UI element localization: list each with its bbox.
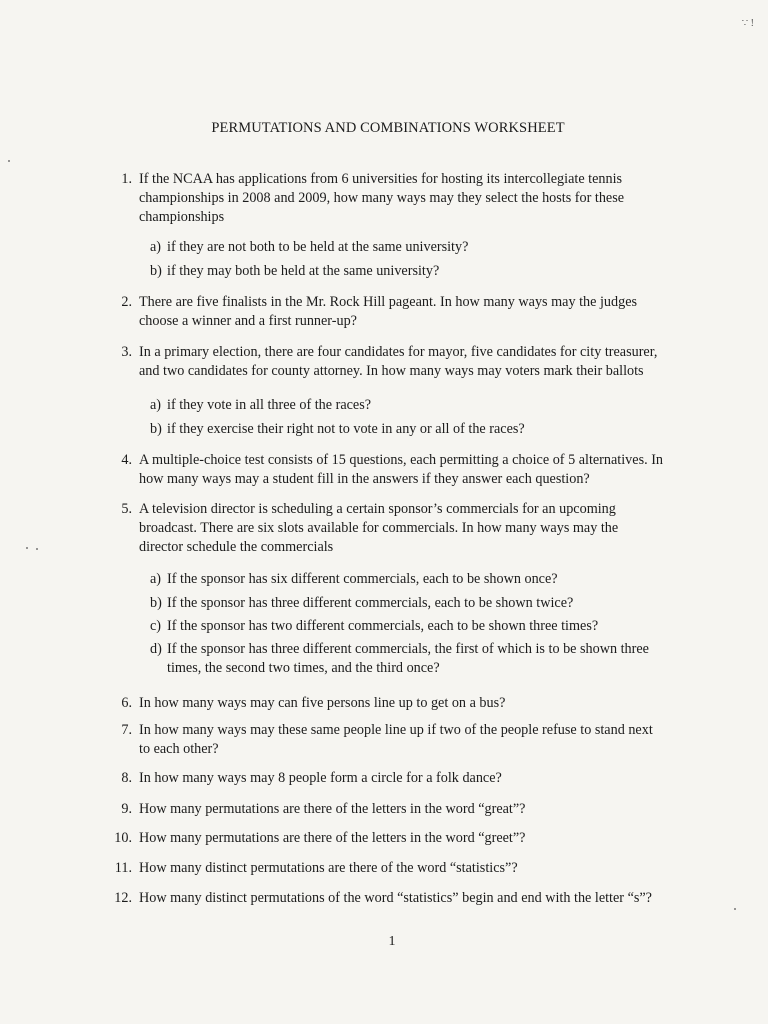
- question-text: A television director is scheduling a certain sponsor’s commercials for an upcoming broadcast. There are six slots available for commercials. In how many ways may the director schedule the commercials: [139, 501, 619, 555]
- scan-speck: [8, 160, 10, 162]
- subquestion-text: If the sponsor has three different commercials, the first of which is to be shown three times, the second two times, and the third once?: [167, 641, 649, 676]
- question-number: 1.: [121, 171, 132, 187]
- question-12: [114, 889, 678, 908]
- scan-speck: [26, 547, 28, 549]
- question-number: 2.: [121, 294, 132, 310]
- subquestion-text: if they are not both to be held at the same university?: [167, 239, 469, 255]
- question-number: 7.: [121, 722, 132, 738]
- question-number: 6.: [121, 695, 132, 711]
- question-text: There are five finalists in the Mr. Rock Hill pageant. In how many ways may the judges choose a winner and a first runner-up?: [139, 294, 638, 329]
- subquestion-text: If the sponsor has six different commercials, each to be shown once?: [167, 571, 558, 587]
- page-title: PERMUTATIONS AND COMBINATIONS WORKSHEET: [211, 120, 565, 136]
- question-text: How many distinct permutations of the word “statistics” begin and end with the letter “s”?: [139, 890, 652, 906]
- question-4: [118, 451, 663, 489]
- question-6: [118, 694, 663, 713]
- subquestion-3a: [150, 396, 670, 415]
- subquestion-letter: c): [150, 618, 162, 634]
- question-number: 12.: [114, 890, 132, 906]
- question-text: How many permutations are there of the letters in the word “great”?: [139, 801, 526, 817]
- subquestion-5b: [150, 594, 670, 613]
- question-text: If the NCAA has applications from 6 universities for hosting its intercollegiate tennis championships in 2008 and 2009, how many ways may they select the hosts for these championships: [139, 171, 625, 225]
- subquestion-text: If the sponsor has three different commercials, each to be shown twice?: [167, 595, 574, 611]
- question-number: 3.: [121, 344, 132, 360]
- question-10: [114, 829, 663, 848]
- question-text: In a primary election, there are four candidates for mayor, five candidates for city treasurer, and two candidates for county attorney. In how many ways may voters mark their ballots: [139, 344, 658, 379]
- question-text: In how many ways may 8 people form a circle for a folk dance?: [139, 770, 502, 786]
- question-number: 8.: [121, 770, 132, 786]
- question-11: [114, 859, 663, 878]
- question-2: [118, 293, 663, 331]
- question-9: [118, 800, 663, 819]
- question-number: 10.: [114, 830, 132, 846]
- subquestion-letter: b): [150, 421, 162, 437]
- subquestion-text: if they may both be held at the same university?: [167, 263, 440, 279]
- subquestion-5d: [150, 640, 670, 678]
- question-text: How many distinct permutations are there of the word “statistics”?: [139, 860, 518, 876]
- question-number: 4.: [121, 452, 132, 468]
- question-text: How many permutations are there of the letters in the word “greet”?: [139, 830, 526, 846]
- subquestion-letter: a): [150, 571, 162, 587]
- subquestion-letter: b): [150, 595, 162, 611]
- question-number: 11.: [114, 860, 132, 876]
- question-number: 5.: [121, 501, 132, 517]
- question-5: [118, 500, 663, 557]
- question-1: [118, 170, 663, 227]
- question-text: In how many ways may these same people line up if two of the people refuse to stand next to each other?: [139, 722, 653, 757]
- subquestion-letter: b): [150, 263, 162, 279]
- scan-speck: [734, 908, 736, 910]
- question-8: [118, 769, 663, 788]
- subquestion-1a: [150, 238, 670, 257]
- question-3: [118, 343, 663, 381]
- subquestion-letter: d): [150, 641, 162, 657]
- subquestion-5c: [150, 617, 670, 636]
- scan-speck: [36, 548, 38, 550]
- subquestion-5a: [150, 570, 670, 589]
- page-number: 1: [388, 934, 396, 949]
- subquestion-3b: [150, 420, 670, 439]
- subquestion-text: If the sponsor has two different commercials, each to be shown three times?: [167, 618, 599, 634]
- subquestion-letter: a): [150, 397, 162, 413]
- subquestion-letter: a): [150, 239, 162, 255]
- question-7: [118, 721, 663, 759]
- question-text: A multiple-choice test consists of 15 questions, each permitting a choice of 5 alternatives. In how many ways may a student fill in the answers if they answer each question?: [139, 452, 664, 487]
- subquestion-text: if they exercise their right not to vote in any or all of the races?: [167, 421, 525, 437]
- corner-mark: ∵ !: [741, 18, 754, 29]
- question-number: 9.: [121, 801, 132, 817]
- subquestion-1b: [150, 262, 670, 281]
- subquestion-text: if they vote in all three of the races?: [167, 397, 372, 413]
- question-text: In how many ways may can five persons line up to get on a bus?: [139, 695, 506, 711]
